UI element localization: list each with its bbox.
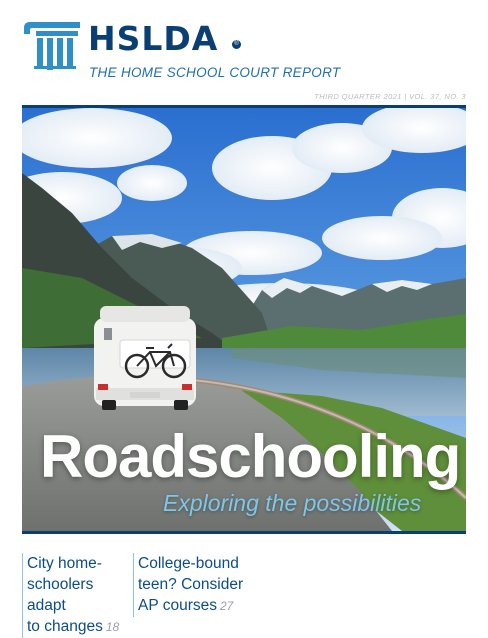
- teaser-title-line: schoolers adapt: [27, 576, 94, 614]
- cover-subheadline: Exploring the possibilities: [163, 490, 422, 516]
- issue-info: THIRD QUARTER 2021 | VOL. 37, NO. 3: [314, 92, 466, 101]
- teaser-title-line: teen? Consider: [138, 576, 244, 593]
- cover-headline: Roadschooling: [40, 423, 461, 490]
- teaser-page-number: 18: [105, 620, 120, 634]
- teaser-title-line: City home-: [27, 555, 102, 572]
- brand-name: HSLDA: [88, 19, 219, 58]
- publication-tagline: THE HOME SCHOOL COURT REPORT: [89, 65, 341, 80]
- teaser-title-line: College-bound: [138, 555, 239, 572]
- columns-building-icon: [22, 20, 84, 72]
- registered-mark: ®: [232, 40, 241, 49]
- teaser-title-last: AP courses: [138, 597, 217, 614]
- teaser-title-last: to changes: [27, 618, 103, 635]
- teaser-page-number: 27: [219, 599, 234, 613]
- bottom-rule: [22, 531, 466, 534]
- teaser-city-homeschoolers[interactable]: [22, 553, 132, 638]
- teaser-college-bound[interactable]: [133, 553, 258, 617]
- masthead: [0, 0, 488, 100]
- teaser-title-line: [27, 616, 132, 638]
- motorhome: [94, 306, 196, 410]
- teaser-title-line: [138, 595, 258, 617]
